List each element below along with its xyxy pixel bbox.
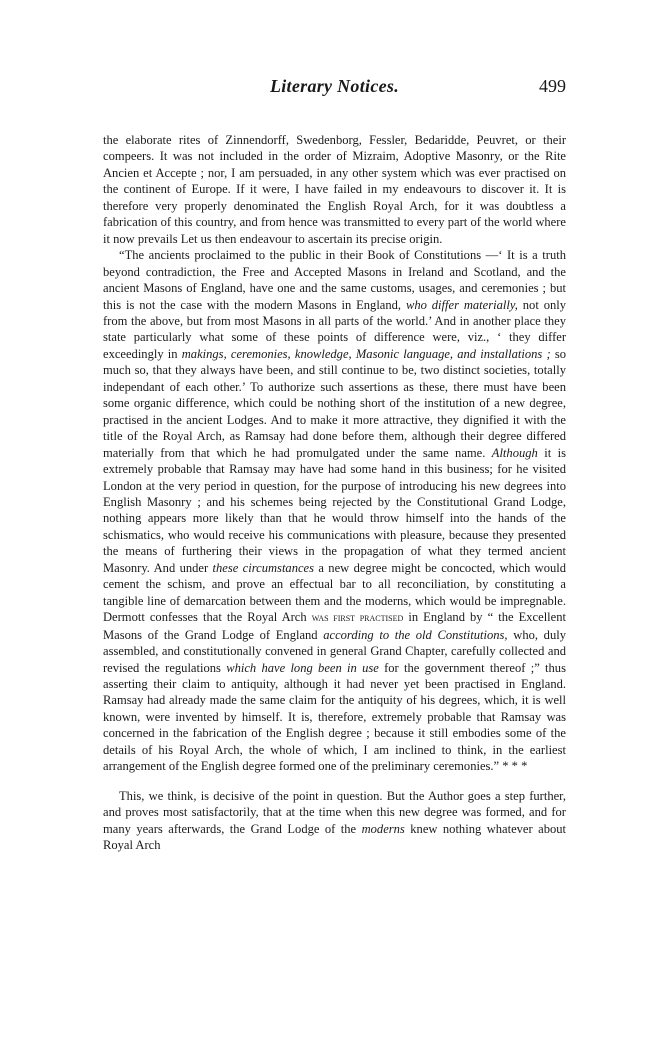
page-header	[103, 74, 566, 104]
text-run: it is extremely probable that Ramsay may have had some hand in this business; for he visited London at the very period in question, for the purpose of introducing his new degrees into English Masonry ; and his schemes being rejected by the Constitutional Grand Lodge, nothing appears more likely than that he would throw himself into the hands of the schismatics, who would receive his communications with pleasure, because they presented the means of furthering their views in the propagation of what they termed ancient Masonry. And under	[103, 445, 566, 575]
text-run: for the government thereof ;” thus asserting their claim to antiquity, although it had never yet been practised in England. Ramsay had already made the same claim for the antiquity of his degrees, which, it is well known, were invented by himself. It is, therefore, extremely probable that Ramsay was concerned in the fabrication of the English degree ; because it still embodies some of the details of his Royal Arch, the whole of which, I am inclined to think, in the earliest arrangement of the English degree formed one of the preliminary ceremonies.” * * *	[103, 660, 566, 774]
text-run: not only from the above, but from most Masons in all parts of the world.’ And in another place they state particularly what some of these points of difference were, viz., ‘ they differ exceedingly in	[103, 297, 566, 361]
running-title: Literary Notices.	[269, 76, 400, 96]
text-run: a new degree might be concocted, which would cement the schism, and prove an effectual bar to all reconciliation, by constituting a tangible line of demarcation between them and the moderns, which would be impregnable. Dermott confesses that the Royal Arch	[103, 560, 567, 625]
emphasis: these circumstances	[212, 560, 314, 575]
text-run: “The ancients proclaimed to the public in their Book of Constitutions —‘ It is a truth beyond contradiction, the Free and Accepted Masons in Ireland and Scotland, and the ancient Masons of England, have one and the same customs, usages, and ceremonies ; but this is not the case with the modern Masons in England,	[103, 248, 566, 312]
section-gap	[103, 775, 566, 788]
emphasis: who differ materially,	[405, 297, 518, 312]
emphasis: which have long been in use	[226, 660, 379, 675]
paragraph-1-text: the elaborate rites of Zinnendorff, Swedenborg, Fessler, Bedaridde, Peuvret, or their compeers. It was not included in the order of Mizraim, Adoptive Masonry, or the Rite Ancien et Accepte ; nor, I am persuaded, in any other system which was ever practised on the continent of Europe. If it were, I have failed in my endeavours to discover it. It is therefore very properly denominated the English Royal Arch, for it was doubtless a fabrication of this country, and from hence was transmitted to every part of the world where it now prevails Let us then endeavour to ascertain its precise origin.	[103, 133, 566, 246]
paragraph-1	[103, 132, 566, 247]
page-number: 499	[539, 76, 566, 96]
emphasis: according to the old Constitutions,	[323, 627, 508, 642]
text-run: This, we think, is decisive of the point in question. But the Author goes a step further, and proves most satisfactorily, that at the time when this new degree was formed, and for many years afterwards, the Grand Lodge of the	[103, 788, 566, 836]
paragraph-3	[103, 788, 566, 854]
paragraph-2-quotation	[103, 247, 566, 775]
text-run: who, duly assembled, and constitutionally convened in general Grand Chapter, carefully collected and revised the regulations	[103, 627, 566, 675]
emphasis: moderns	[361, 821, 405, 836]
text-block	[103, 132, 566, 853]
emphasis: Although	[491, 445, 538, 460]
text-run: knew nothing whatever about Royal Arch	[103, 821, 566, 853]
small-caps-emphasis: was first practised	[311, 612, 404, 625]
text-run: in England by “ the Excellent Masons of the Grand Lodge of England	[103, 610, 566, 642]
text-run: so much so, that they always have been, and still continue to be, two distinct societies, totally independant of each other.’ To authorize such assertions as these, there must have been some organic difference, which could be nothing short of the institution of a new degree, practised in the ancient Lodges. And to make it more attractive, they dignified it with the title of the Royal Arch, as Ramsay had done before them, although their degree differed materially from that which he had promulgated under the same name.	[103, 346, 566, 460]
emphasis: makings, ceremonies, knowledge, Masonic language, and installations ;	[181, 346, 551, 361]
